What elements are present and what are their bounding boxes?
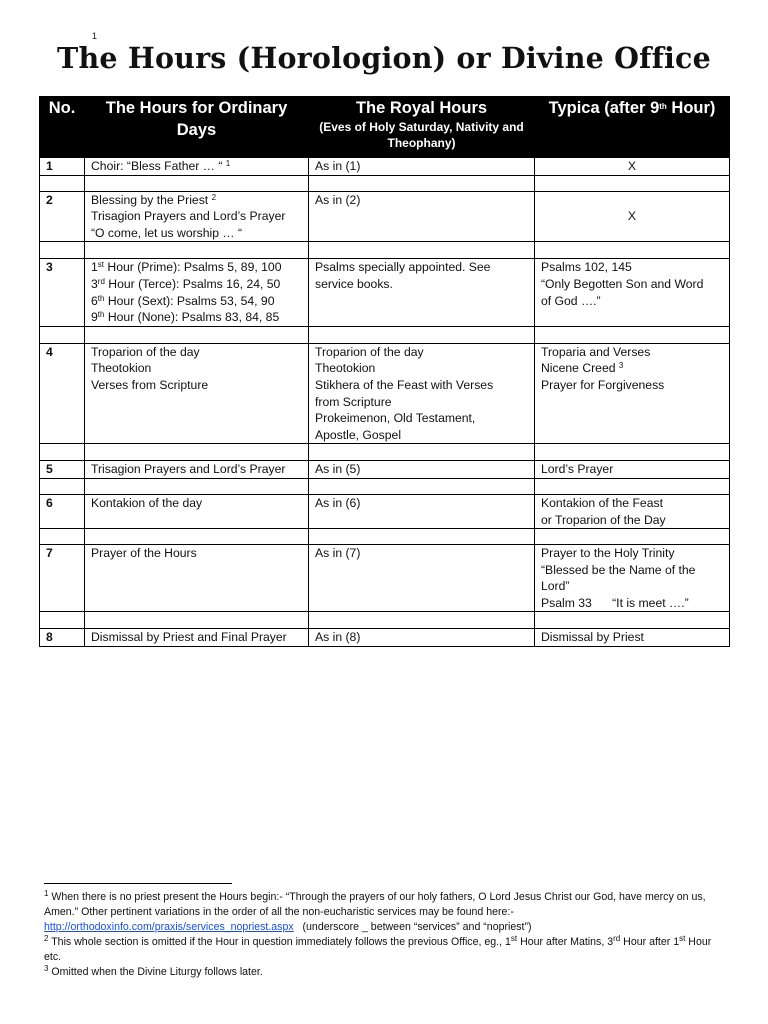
- footnotes: [44, 890, 724, 980]
- hours-table: [39, 96, 730, 647]
- ordinary-cell: Trisagion Prayers and Lord’s Prayer: [85, 461, 309, 479]
- page-title: The Hours (Horologion) or Divine Office: [57, 41, 711, 75]
- ordinary-cell: 1st Hour (Prime): Psalms 5, 89, 100 3rd Hour (Terce): Psalms 16, 24, 50 6th Hour (Sext): Psalms 53, 54, 90 9th Hour (None): Psalms 83, 84, 85: [85, 259, 309, 326]
- table-row: [40, 629, 730, 647]
- table-row: [40, 158, 730, 176]
- royal-cell: As in (6): [309, 494, 535, 528]
- royal-cell: Troparion of the day Theotokion Stikhera of the Feast with Verses from Scripture Prokeimenon, Old Testament, Apostle, Gospel: [309, 343, 535, 444]
- row-number: 2: [40, 191, 85, 242]
- footnote-ref: 1: [225, 159, 231, 168]
- table-header-row: [40, 97, 730, 158]
- typica-cell: Prayer to the Holy Trinity “Blessed be the Name of the Lord” Psalm 33 “It is meet ….”: [535, 545, 730, 612]
- header-no: No.: [40, 97, 85, 158]
- typica-cell: Dismissal by Priest: [535, 629, 730, 647]
- row-number: 6: [40, 494, 85, 528]
- royal-cell: As in (1): [309, 158, 535, 176]
- header-royal-hours: The Royal Hours (Eves of Holy Saturday, Nativity and Theophany): [309, 97, 535, 158]
- table-row: [40, 545, 730, 612]
- typica-cell: X: [535, 158, 730, 176]
- royal-cell: As in (2): [309, 191, 535, 242]
- typica-cell: Psalms 102, 145 “Only Begotten Son and Word of God ….”: [535, 259, 730, 326]
- footnote-link[interactable]: http://orthodoxinfo.com/praxis/services_nopriest.aspx: [44, 921, 294, 933]
- table-row: [40, 461, 730, 479]
- royal-cell: As in (5): [309, 461, 535, 479]
- ordinary-cell: Kontakion of the day: [85, 494, 309, 528]
- table-row: [40, 494, 730, 528]
- table-row: [40, 191, 730, 242]
- spacer-row: [40, 478, 730, 494]
- page-number: 1: [92, 31, 98, 41]
- table-row: [40, 259, 730, 326]
- typica-cell: Lord’s Prayer: [535, 461, 730, 479]
- spacer-row: [40, 326, 730, 343]
- ordinary-cell: Blessing by the Priest $^2$ Trisagion Prayers and Lord’s Prayer “O come, let us worship … “: [85, 191, 309, 242]
- typica-cell: Troparia and Verses Nicene Creed $^3$ Prayer for Forgiveness: [535, 343, 730, 444]
- ordinary-cell: Dismissal by Priest and Final Prayer: [85, 629, 309, 647]
- row-number: 4: [40, 343, 85, 444]
- ordinary-cell: Choir: “Bless Father … “ $^1$: [85, 158, 309, 176]
- row-number: 7: [40, 545, 85, 612]
- table-row: [40, 343, 730, 444]
- ordinary-cell: Troparion of the day Theotokion Verses from Scripture: [85, 343, 309, 444]
- row-number: 8: [40, 629, 85, 647]
- row-number: 3: [40, 259, 85, 326]
- typica-cell: Kontakion of the Feast or Troparion of the Day: [535, 494, 730, 528]
- footnote-1: $^1$ When there is no priest present the Hours begin:- “Through the prayers of our holy fathers, O Lord Jesus Christ our God, have mercy on us, Amen.” Other pertinent variations in the order of all the non-eucharistic services may be found here:- http://orthodoxinfo.com/praxis/services_nopriest.aspx (underscore _ between “services” and “nopriest”): [44, 889, 706, 933]
- spacer-row: [40, 529, 730, 545]
- row-number: 5: [40, 461, 85, 479]
- ordinary-cell: Prayer of the Hours: [85, 545, 309, 612]
- spacer-row: [40, 242, 730, 259]
- spacer-row: [40, 175, 730, 191]
- royal-cell: Psalms specially appointed. See service books.: [309, 259, 535, 326]
- header-royal-subtitle: (Eves of Holy Saturday, Nativity and Theophany): [319, 120, 524, 150]
- footnote-ref: 2: [211, 192, 217, 202]
- footnote-separator: [44, 883, 232, 884]
- header-typica: Typica (after 9th Hour): [535, 97, 730, 158]
- spacer-row: [40, 612, 730, 629]
- royal-cell: As in (8): [309, 629, 535, 647]
- typica-cell: X: [535, 191, 730, 242]
- footnote-3: $^3$ Omitted when the Divine Liturgy follows later.: [44, 964, 263, 978]
- spacer-row: [40, 444, 730, 461]
- header-ordinary-days: The Hours for Ordinary Days: [85, 97, 309, 158]
- footnote-2: $^2$ This whole section is omitted if the Hour in question immediately follows the previous Office, eg., 1st Hour after Matins, 3rd Hour after 1st Hour etc.: [44, 934, 712, 963]
- footnote-ref: 3: [618, 361, 624, 371]
- royal-cell: As in (7): [309, 545, 535, 612]
- row-number: 1: [40, 158, 85, 176]
